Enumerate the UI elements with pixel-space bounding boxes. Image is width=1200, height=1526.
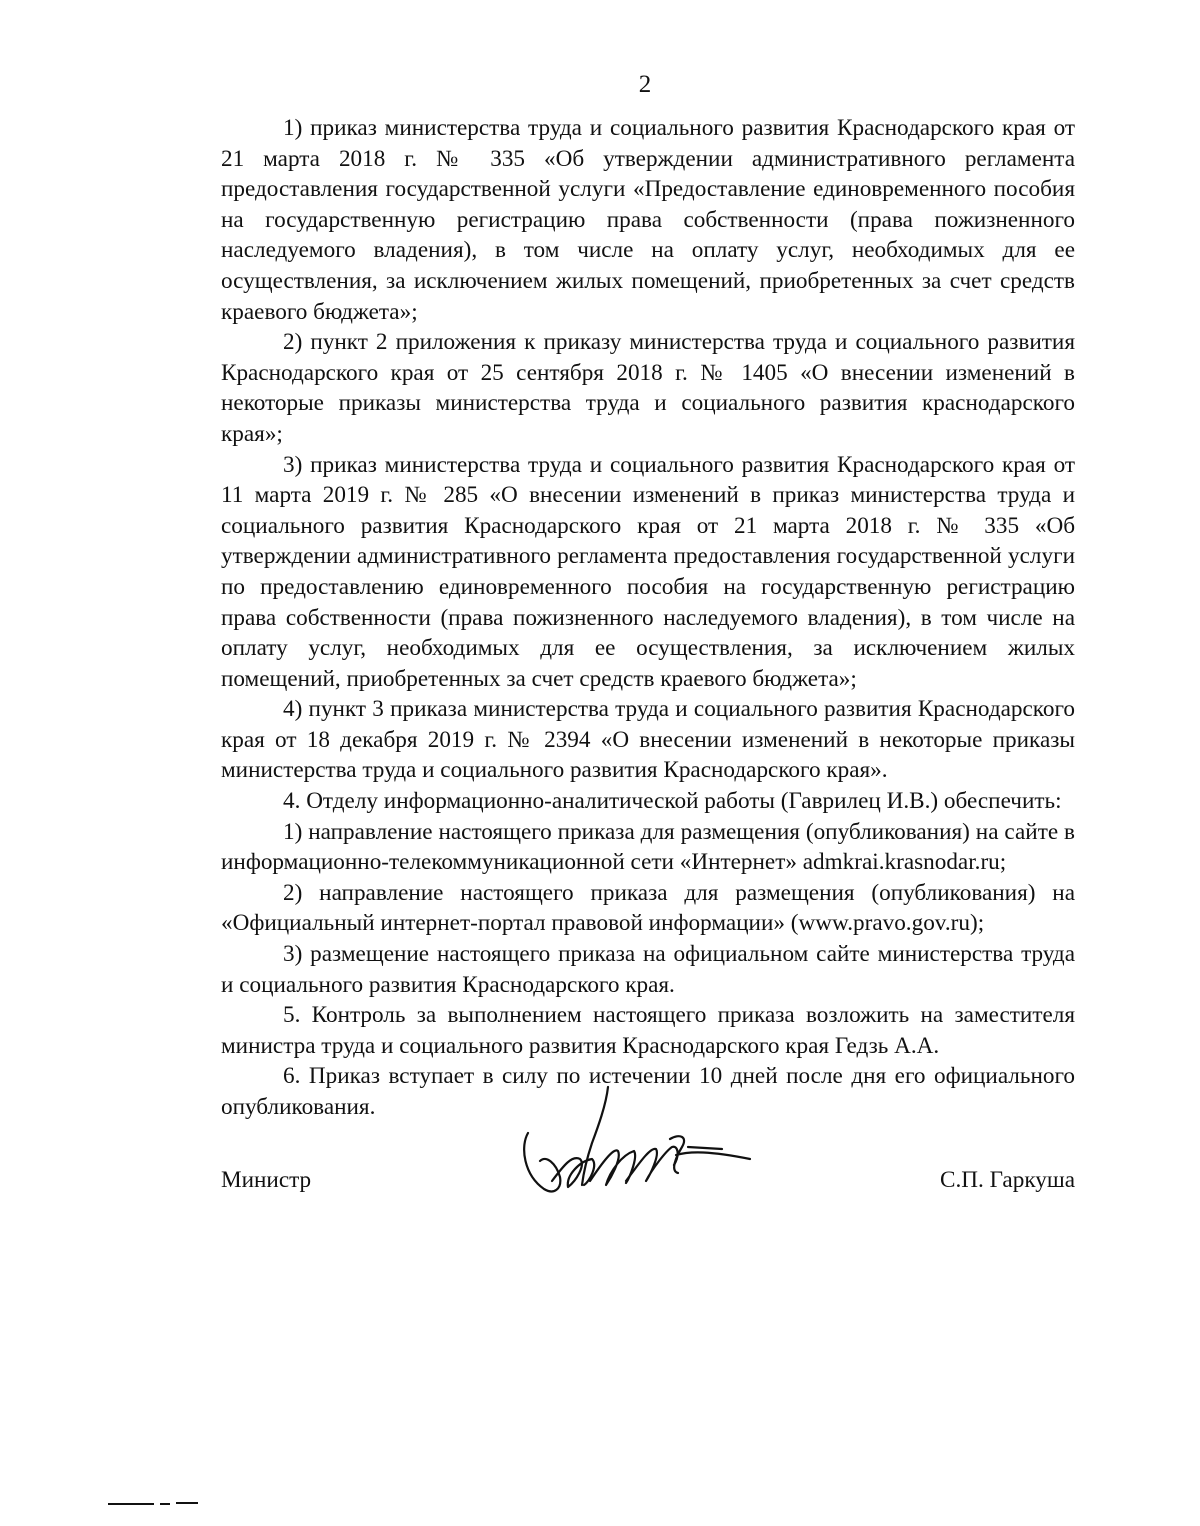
document-body <box>221 113 1075 1123</box>
page-number: 2 <box>638 71 652 98</box>
paragraph-publication-item-2: 2) направление настоящего приказа для размещения (опубликования) на «Официальный интернет-портал правовой информации» (www.pravo.gov.ru); <box>221 879 1075 937</box>
signer-title: Министр <box>221 1167 312 1193</box>
paragraph-section-4: 4. Отделу информационно-аналитической работы (Гаврилец И.В.) обеспечить: <box>283 788 1062 815</box>
paragraph-publication-item-3: 3) размещение настоящего приказа на официальном сайте министерства труда и социального развития Краснодарского края. <box>221 941 1075 998</box>
paragraph-repeal-item-2: 2) пункт 2 приложения к приказу министерства труда и социального развития Краснодарского края от 25 сентября 2018 г. № 1405 «О внесении изменений в некоторые приказы министерства труда и социального развития краснодарского края»; <box>221 329 1075 447</box>
paragraph-section-6: 6. Приказ вступает в силу по истечении 10 дней после дня его официального опубликования. <box>221 1063 1075 1120</box>
signer-name: С.П. Гаркуша <box>940 1167 1075 1193</box>
signature-icon <box>510 1085 780 1210</box>
paragraph-section-5: 5. Контроль за выполнением настоящего приказа возложить на заместителя министра труда и социального развития Краснодарского края Гедзь А.А. <box>221 1002 1075 1059</box>
scan-artifact-icon <box>108 1500 198 1506</box>
paragraph-repeal-item-4: 4) пункт 3 приказа министерства труда и социального развития Краснодарского края от 18 декабря 2019 г. № 2394 «О внесении изменений в некоторые приказы министерства труда и социального развития Краснодарского края». <box>221 696 1075 784</box>
paragraph-publication-item-1: 1) направление настоящего приказа для размещения (опубликования) на сайте в информационно-телекоммуникационной сети «Интернет» admkrai.krasnodar.ru; <box>221 818 1075 876</box>
paragraph-repeal-item-1: 1) приказ министерства труда и социального развития Краснодарского края от 21 марта 2018 г. № 335 «Об утверждении административного регламента предоставления государственной услуги «Предоставление единовременного пособия на государственную регистрацию права собственности (права пожизненного наследуемого владения), в том числе на оплату услуг, необходимых для ее осуществления, за исключением жилых помещений, приобретенных за счет средств краевого бюджета»; <box>221 115 1075 325</box>
paragraph-repeal-item-3: 3) приказ министерства труда и социального развития Краснодарского края от 11 марта 2019 г. № 285 «О внесении изменений в приказ министерства труда и социального развития Краснодарского края от 21 марта 2018 г. № 335 «Об утверждении административного регламента предоставления государственной услуги по предоставлению единовременного пособия на государственную регистрацию права собственности (права пожизненного наследуемого владения), в том числе на оплату услуг, необходимых для ее осуществления, за исключением жилых помещений, приобретенных за счет средств краевого бюджета»; <box>221 451 1075 692</box>
